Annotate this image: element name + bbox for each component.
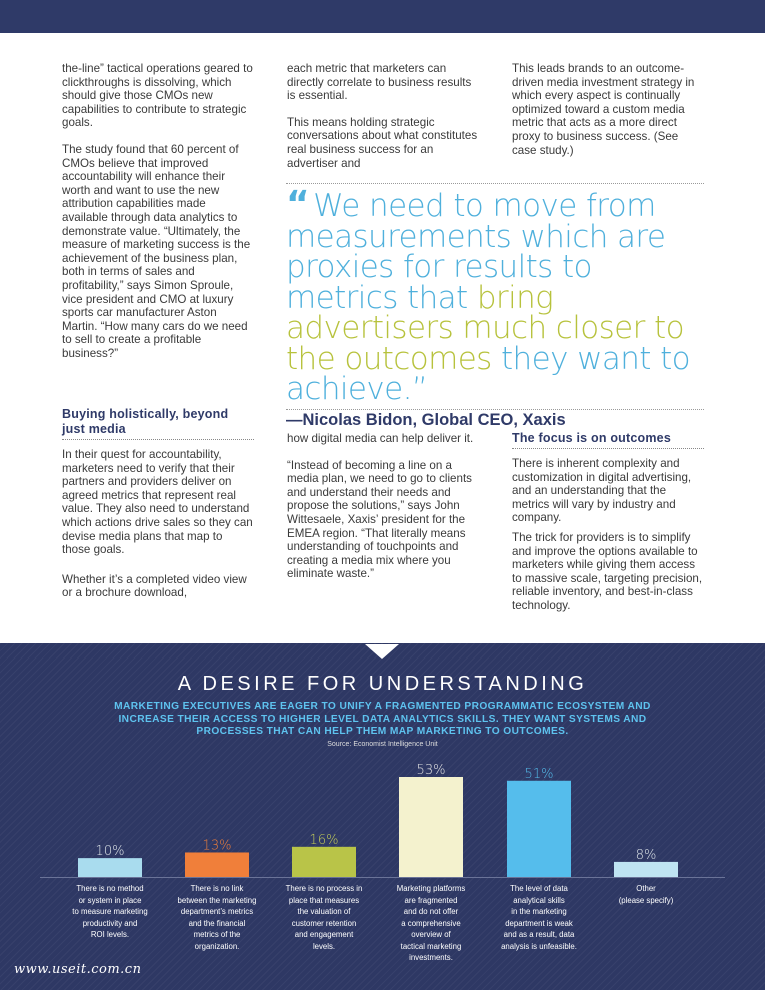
chart-category-label-line: There is no process in xyxy=(285,884,363,893)
chart-category-label-line: or system in place xyxy=(78,895,142,905)
article-paragraph: “Instead of becoming a line on a media plan, we need to go to clients and understand their needs and propose the solutions,” says John Wittesaele, Xaxis’ president for the EMEA region. “That literally means understanding of touchpoints and creating a media mix where you eliminate waste.” xyxy=(287,458,472,581)
section-heading-wrap xyxy=(512,431,704,449)
chart-category-label-line: are fragmented xyxy=(404,895,458,905)
chart-category-label-line: and do not offer xyxy=(403,907,459,916)
chart-category-label-line: place that measures xyxy=(288,895,360,905)
chart-category-label xyxy=(55,883,165,941)
article-paragraph: The trick for providers is to simplify and improve the options available to marketers while giving them access to massive scale, targeting precision, reliable inventory, and best-in-class technology. xyxy=(512,530,703,612)
quote-mark-icon: “ xyxy=(286,184,310,225)
article-paragraph: The study found that 60 percent of CMOs believe that improved accountability will enhance their worth and want to use the new attribution capabilities made available through data analytics to demonstrate value. “Ultimately, the measure of marketing success is the achievement of the business plan, both in terms of sales and profitability,” says Simon Sproule, vice president and CMO at luxury sports car manufacturer Aston Martin. “How many cars do we need to sell to create a profitable business?” xyxy=(62,142,251,360)
chart-category-label-line: levels. xyxy=(312,941,336,951)
article-paragraph: There is inherent complexity and customization in digital advertising, and an understanding that the metrics will vary by industry and company. xyxy=(512,457,692,525)
article-column-2 xyxy=(287,62,482,183)
chart-bar xyxy=(399,777,463,877)
section-heading: Buying holistically, beyond just media xyxy=(62,407,229,436)
chart-category-label-line: department is weak xyxy=(505,918,573,928)
chart-category-label-line: the valuation of xyxy=(297,907,351,916)
chart-category-label-line: There is no method xyxy=(76,884,144,893)
chart-source: Source: Economist Intelligence Unit xyxy=(327,741,438,748)
chart-value-label: 13% xyxy=(202,838,232,854)
chart-bar xyxy=(185,852,249,877)
chart-value-label: 51% xyxy=(524,766,554,782)
article-column-1 xyxy=(62,62,254,373)
chart-category-label xyxy=(162,883,272,952)
watermark: www.useit.com.cn xyxy=(14,962,142,977)
chart-category-label-line: and the financial xyxy=(188,918,246,928)
chart-subtitle: MARKETING EXECUTIVES ARE EAGER TO UNIFY A FRAGMENTED PROGRAMMATIC ECOSYSTEM AND INCREASE THEIR ACCESS TO HIGHER LEVEL DATA ANALYTICS SKILLS. THEY WANT SYSTEMS AND PROCESSES THAT CAN HELP THEM MAP MARKETING TO OUTCOMES. xyxy=(114,701,651,738)
chart-category-label xyxy=(591,883,701,906)
chart-title: A DESIRE FOR UNDERSTANDING xyxy=(177,673,588,695)
quote-bottom-divider xyxy=(286,409,704,410)
chart-category-label-line: between the marketing xyxy=(177,895,257,905)
quote-text-blue-end: they want to achieve. xyxy=(286,340,691,407)
chart-bar xyxy=(614,862,678,877)
chart-bar xyxy=(507,781,571,877)
quote-close-mark: ” xyxy=(411,371,428,407)
chart-category-label-line: and as a result, data xyxy=(503,930,575,939)
chart-category-label-line: to measure marketing xyxy=(72,907,148,916)
chart-category-label-line: customer retention xyxy=(291,918,357,928)
article-column-3 xyxy=(512,62,702,170)
quote-text-blue: We need to move from measurements which are proxies for results to metrics that xyxy=(286,188,666,316)
article-column-2-bottom xyxy=(287,432,482,594)
top-header-bar xyxy=(0,0,765,33)
chart-bar xyxy=(292,847,356,877)
chart-value-label: 53% xyxy=(416,763,446,778)
chart-category-label-line: (please specify) xyxy=(618,895,674,905)
chart-category-label-line: Marketing platforms xyxy=(396,884,466,893)
section-heading: The focus is on outcomes xyxy=(512,431,671,445)
chart-bar xyxy=(78,858,142,877)
chart-category-label-line: department’s metrics xyxy=(180,907,254,916)
chart-category-label-line: metrics of the xyxy=(193,930,241,939)
chart-category-label xyxy=(484,883,594,952)
chart-value-label: 16% xyxy=(309,832,339,848)
chart-category-label-line: ROI levels. xyxy=(90,930,130,939)
section-focus-outcomes xyxy=(512,431,704,619)
chart-category-label-line: analytical skills xyxy=(513,895,565,905)
article-paragraph: This leads brands to an outcome-driven media investment strategy in which every aspect is continually optimized toward a custom media metric that acts as a more direct proxy to business success. (See case study.) xyxy=(512,62,695,157)
article-paragraph: the-line” tactical operations geared to clickthroughs is dissolving, which should give those CMOs new capabilities to contribute to strategic goals. xyxy=(62,62,253,130)
bar-chart xyxy=(0,748,765,888)
chart-value-label: 8% xyxy=(635,847,657,863)
chart-category-label-line: and engagement xyxy=(294,930,354,939)
article-paragraph: how digital media can help deliver it. xyxy=(287,432,474,445)
chart-category-label-line: analysis is unfeasible. xyxy=(501,941,577,951)
article-paragraph: This means holding strategic conversations about what constitutes real business success for an advertiser and xyxy=(287,115,478,170)
section-buying-holistically xyxy=(62,407,254,613)
chart-category-label-line: Other xyxy=(636,884,656,893)
chart-category-label-line: overview of xyxy=(411,930,451,939)
article-paragraph: In their quest for accountability, marketers need to verify that their partners and providers deliver on agreed metrics that represent real value. They also need to understand which actions drive sales so they can devise media plans that map to those goals. xyxy=(62,448,253,557)
article-paragraph: Whether it’s a completed video view or a brochure download, xyxy=(62,572,247,600)
chart-category-label-line: organization. xyxy=(194,941,240,951)
quote-text-green: bring advertisers much closer to the outcomes xyxy=(286,279,684,377)
chart-category-label-line: a comprehensive xyxy=(401,918,461,928)
pull-quote-text xyxy=(286,184,711,407)
panel-notch-arrow xyxy=(365,644,399,659)
article-paragraph: each metric that marketers can directly correlate to business results is essential. xyxy=(287,62,472,103)
quote-attribution: —Nicolas Bidon, Global CEO, Xaxis xyxy=(286,410,566,429)
chart-category-label xyxy=(269,883,379,952)
section-heading-wrap xyxy=(62,407,254,440)
chart-category-label-line: tactical marketing xyxy=(400,941,462,951)
chart-category-label xyxy=(376,883,486,964)
chart-category-label-line: There is no link xyxy=(190,884,244,893)
quote-top-divider xyxy=(286,183,704,184)
chart-category-label-line: The level of data xyxy=(510,884,568,893)
pull-quote xyxy=(286,184,711,430)
chart-value-label: 10% xyxy=(95,844,125,860)
chart-category-label-line: investments. xyxy=(409,953,453,962)
chart-category-label-line: productivity and xyxy=(82,918,138,928)
chart-category-label-line: in the marketing xyxy=(511,907,567,916)
